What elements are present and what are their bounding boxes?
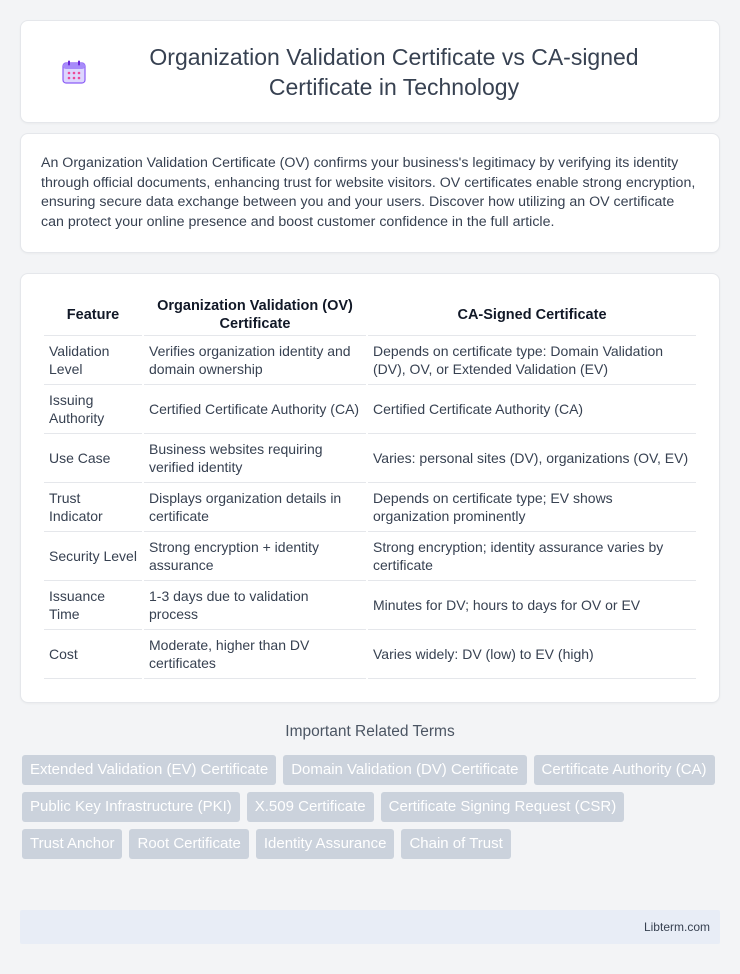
related-term-tag[interactable]: Extended Validation (EV) Certificate [22,755,276,785]
row-ov-value: Strong encryption + identity assurance [144,532,366,581]
row-feature: Issuance Time [44,581,142,630]
footer [20,910,720,944]
intro-paragraph: An Organization Validation Certificate (OV) confirms your business's legitimacy by verifying its identity through official documents, enhancing trust for website visitors. OV certificates enable strong encryption, ensuring secure data exchange between you and your users. Discover how utilizing an OV certificate can protect your online presence and boost customer confidence in the full article. [41,155,696,230]
row-ov-value: Business websites requiring verified identity [144,434,366,483]
table-header-row [44,294,696,336]
row-ca-value: Depends on certificate type: Domain Validation (DV), OV, or Extended Validation (EV) [368,336,696,385]
related-term-tag[interactable]: Certificate Authority (CA) [534,755,715,785]
related-term-tag[interactable]: Certificate Signing Request (CSR) [381,792,625,822]
row-ov-value: 1-3 days due to validation process [144,581,366,630]
related-term-tag[interactable]: Public Key Infrastructure (PKI) [22,792,240,822]
row-ca-value: Minutes for DV; hours to days for OV or EV [368,581,696,630]
intro-card [20,133,720,253]
comparison-table [42,294,698,679]
row-ov-value: Verifies organization identity and domain ownership [144,336,366,385]
row-ca-value: Varies widely: DV (low) to EV (high) [368,630,696,679]
row-feature: Security Level [44,532,142,581]
row-ca-value: Depends on certificate type; EV shows organization prominently [368,483,696,532]
row-feature: Cost [44,630,142,679]
table-row [44,385,696,434]
related-terms-list [22,755,722,866]
row-ov-value: Displays organization details in certificate [144,483,366,532]
row-feature: Use Case [44,434,142,483]
row-ov-value: Moderate, higher than DV certificates [144,630,366,679]
row-feature: Validation Level [44,336,142,385]
related-term-tag[interactable]: Domain Validation (DV) Certificate [283,755,526,785]
page-title: Organization Validation Certificate vs CA-signed Certificate in Technology [149,43,639,100]
table-row [44,336,696,385]
calendar-icon [61,59,87,85]
header-feature: Feature [44,294,142,336]
related-term-tag[interactable]: Root Certificate [129,829,248,859]
footer-brand-link[interactable]: Libterm.com [643,920,710,934]
related-term-tag[interactable]: X.509 Certificate [247,792,374,822]
table-row [44,581,696,630]
related-term-tag[interactable]: Identity Assurance [256,829,395,859]
row-ca-value: Certified Certificate Authority (CA) [368,385,696,434]
related-term-tag[interactable]: Chain of Trust [401,829,510,859]
table-row [44,483,696,532]
header-ov-certificate: Organization Validation (OV) Certificate [144,294,366,336]
row-feature: Trust Indicator [44,483,142,532]
table-row [44,630,696,679]
header-ca-signed-certificate: CA-Signed Certificate [368,294,696,336]
header-card [20,20,720,123]
related-terms-title: Important Related Terms [285,723,455,740]
table-row [44,434,696,483]
table-row [44,532,696,581]
related-term-tag[interactable]: Trust Anchor [22,829,122,859]
row-ov-value: Certified Certificate Authority (CA) [144,385,366,434]
row-ca-value: Strong encryption; identity assurance varies by certificate [368,532,696,581]
row-feature: Issuing Authority [44,385,142,434]
row-ca-value: Varies: personal sites (DV), organizations (OV, EV) [368,434,696,483]
comparison-table-card [20,273,720,703]
